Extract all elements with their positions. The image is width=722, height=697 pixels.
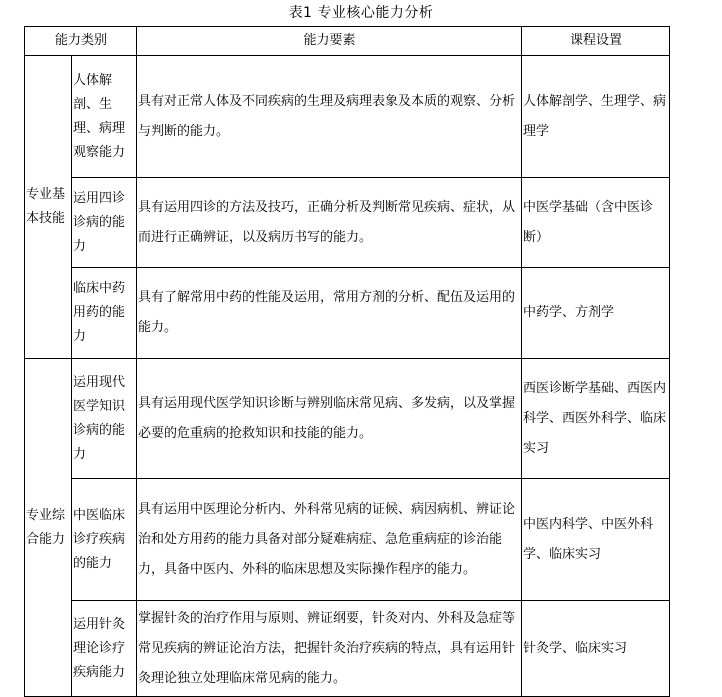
course-cell: 中医内科学、中医外科学、临床实习 [522,479,670,601]
requirement-cell: 具有了解常用中药的性能及运用，常用方剂的分析、配伍及运用的能力。 [137,268,522,359]
course-cell: 西医诊断学基础、西医内科学、西医外科学、临床实习 [522,359,670,479]
sub-ability-cell: 人体解剖、生理、病理观察能力 [72,56,137,178]
table-row [25,359,670,479]
table-caption: 表1 专业核心能力分析 [288,5,434,21]
header-course: 课程设置 [522,27,670,56]
requirement-cell: 掌握针灸的治疗作用与原则、辨证纲要，针灸对内、外科及急症等常见疾病的辨证论治方法，把握针灸治疗疾病的特点，具有运用针灸理论独立处理临床常见病的能力。 [137,601,522,697]
category-cell: 专业基本技能 [25,56,72,359]
header-category: 能力类别 [25,27,137,56]
table-header-row [25,27,670,56]
requirement-cell: 具有对正常人体及不同疾病的生理及病理表象及本质的观察、分析与判断的能力。 [137,56,522,178]
requirement-cell: 具有运用现代医学知识诊断与辨别临床常见病、多发病，以及掌握必要的危重病的抢救知识和技能的能力。 [137,359,522,479]
course-cell: 人体解剖学、生理学、病理学 [522,56,670,178]
course-cell: 中医学基础（含中医诊断） [522,178,670,268]
core-ability-table [24,26,670,697]
course-cell: 中药学、方剂学 [522,268,670,359]
sub-ability-cell: 临床中药用药的能力 [72,268,137,359]
sub-ability-cell: 运用现代医学知识诊病的能力 [72,359,137,479]
category-cell: 专业综合能力 [25,359,72,697]
table-row [25,601,670,697]
table-row [25,268,670,359]
header-requirement: 能力要素 [137,27,522,56]
sub-ability-cell: 中医临床诊疗疾病的能力 [72,479,137,601]
table-row [25,56,670,178]
requirement-cell: 具有运用四诊的方法及技巧，正确分析及判断常见疾病、症状，从而进行正确辨证，以及病历书写的能力。 [137,178,522,268]
table-row [25,178,670,268]
course-cell: 针灸学、临床实习 [522,601,670,697]
requirement-cell: 具有运用中医理论分析内、外科常见病的证候、病因病机、辨证论治和处方用药的能力具备对部分疑难病症、急危重病症的诊治能力，具备中医内、外科的临床思想及实际操作程序的能力。 [137,479,522,601]
sub-ability-cell: 运用四诊诊病的能力 [72,178,137,268]
table-row [25,479,670,601]
sub-ability-cell: 运用针灸理论诊疗疾病能力 [72,601,137,697]
